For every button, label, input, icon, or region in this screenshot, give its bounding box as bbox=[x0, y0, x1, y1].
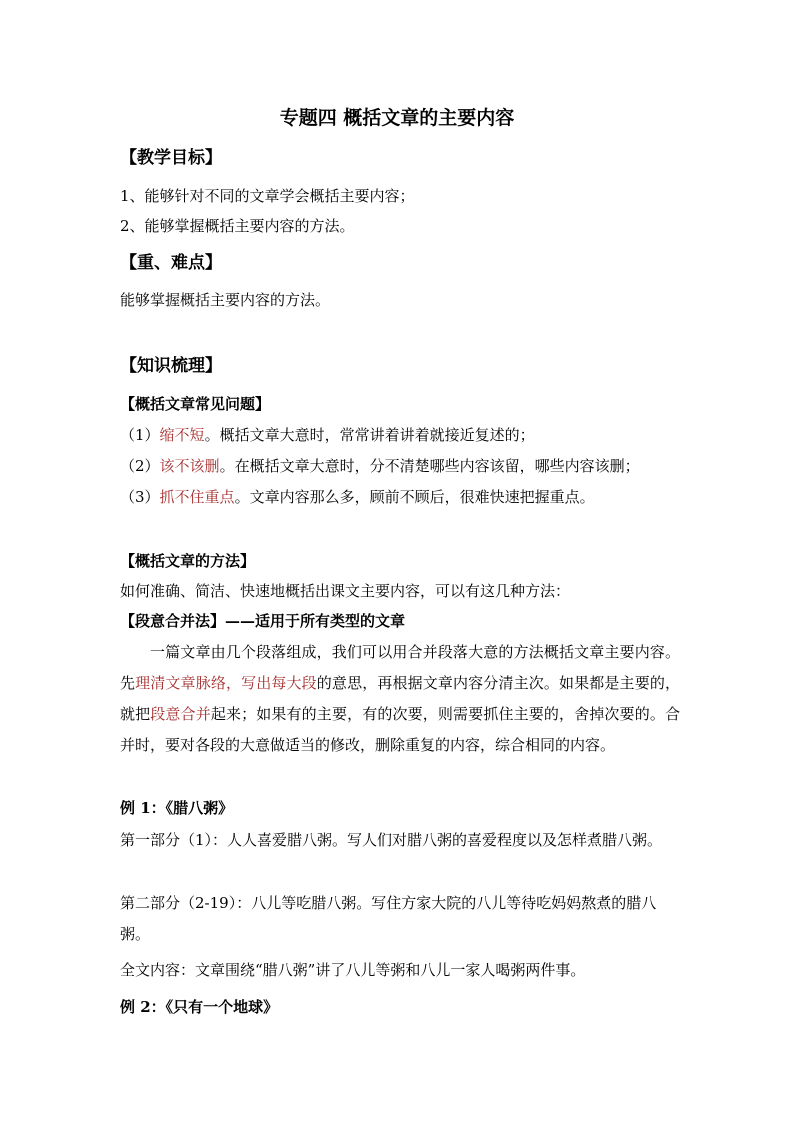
methods-heading: 【概括文章的方法】 bbox=[120, 552, 256, 570]
merge-method-paragraph bbox=[120, 637, 680, 761]
problem-1-number: （1） bbox=[120, 426, 160, 444]
example-1-heading: 例 1：《腊八粥》 bbox=[120, 799, 234, 817]
merge-text-e: 起来；如果有的主要，有的次要，则需要抓住主要的，舍掉次要的。合并时，要对各段的大意做适当的修改，删除重复的内容，综合相同的内容。 bbox=[120, 705, 680, 754]
problem-2 bbox=[120, 456, 640, 476]
example-2-heading: 例 2：《只有一个地球》 bbox=[120, 998, 279, 1016]
problem-2-text: 。在概括文章大意时，分不清楚哪些内容该留，哪些内容该删； bbox=[219, 457, 640, 475]
merge-text-c: 的意思，再根据文章内容分清主次。如果都是主要的，就把 bbox=[120, 674, 680, 723]
problem-1-keyword: 缩不短 bbox=[159, 426, 205, 444]
example-1-part-2: 第二部分（2-19）：八儿等吃腊八粥。写住方家大院的八儿等待吃妈妈熬煮的腊八粥。 bbox=[120, 894, 657, 943]
merge-method-heading: 【段意合并法】——适用于所有类型的文章 bbox=[120, 612, 406, 630]
page-title: 专题四 概括文章的主要内容 bbox=[279, 107, 515, 129]
methods-intro: 如何准确、简洁、快速地概括出课文主要内容，可以有这几种方法： bbox=[120, 582, 571, 600]
problem-3-keyword: 抓不住重点 bbox=[159, 488, 235, 506]
knowledge-heading: 【知识梳理】 bbox=[120, 356, 222, 376]
example-1-summary: 全文内容：文章围绕“腊八粥”讲了八儿等粥和八儿一家人喝粥两件事。 bbox=[120, 961, 586, 979]
goals-heading: 【教学目标】 bbox=[120, 148, 222, 168]
merge-text-a: 一篇文章由几个段落组成，我们可以用合并段落大意的方法概括文章主要内容。先 bbox=[120, 643, 680, 692]
merge-highlight-outline: 理清文章脉络，写出每大段 bbox=[135, 674, 317, 692]
problem-1 bbox=[120, 425, 535, 445]
problems-heading: 【概括文章常见问题】 bbox=[120, 395, 271, 413]
example-1-part-1: 第一部分（1）：人人喜爱腊八粥。写人们对腊八粥的喜爱程度以及怎样煮腊八粥。 bbox=[120, 831, 663, 849]
problem-3-text: 。文章内容那么多，顾前不顾后，很难快速把握重点。 bbox=[234, 488, 595, 506]
key-heading: 【重、难点】 bbox=[120, 253, 222, 273]
problem-3 bbox=[120, 487, 595, 507]
merge-highlight-combine: 段意合并 bbox=[150, 705, 211, 723]
key-text: 能够掌握概括主要内容的方法。 bbox=[120, 291, 331, 309]
problem-3-number: （3） bbox=[120, 488, 160, 506]
problem-1-text: 。概括文章大意时，常常讲着讲着就接近复述的； bbox=[204, 426, 535, 444]
problem-2-number: （2） bbox=[120, 457, 160, 475]
goal-2: 2、能够掌握概括主要内容的方法。 bbox=[120, 217, 355, 235]
problem-2-keyword: 该不该删 bbox=[159, 457, 220, 475]
goal-1: 1、能够针对不同的文章学会概括主要内容； bbox=[120, 187, 415, 205]
